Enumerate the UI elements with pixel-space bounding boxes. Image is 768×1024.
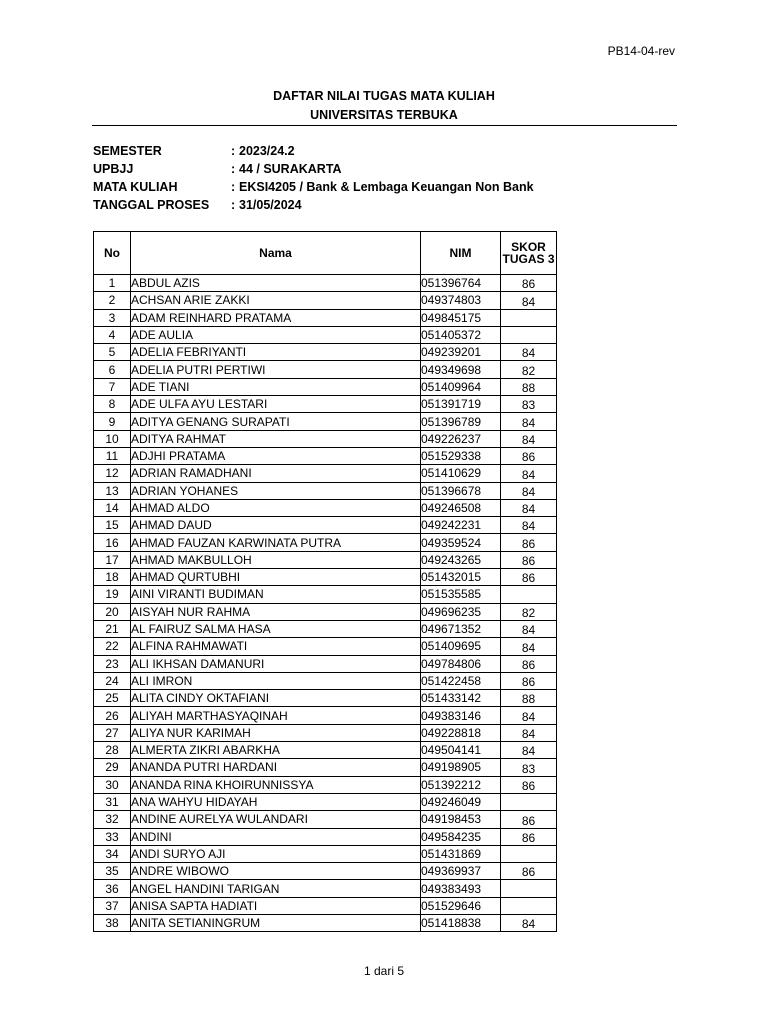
task-score: 83 [501,396,557,413]
table-row [94,828,557,845]
row-number: 12 [94,465,131,482]
student-nim: 051529338 [421,447,501,464]
student-name: ANDINI [131,828,421,845]
student-nim: 049198905 [421,759,501,776]
student-name: ADELIA FEBRIYANTI [131,344,421,361]
row-number: 31 [94,793,131,810]
student-name: ANGEL HANDINI TARIGAN [131,880,421,897]
table-row [94,447,557,464]
row-number: 8 [94,396,131,413]
student-nim: 049845175 [421,309,501,326]
student-name: ALIYAH MARTHASYAQINAH [131,707,421,724]
task-score: 88 [501,690,557,707]
header-nim: NIM [421,232,501,275]
task-score: 84 [501,742,557,759]
student-name: ADAM REINHARD PRATAMA [131,309,421,326]
student-nim: 051410629 [421,465,501,482]
student-nim: 049243265 [421,551,501,568]
student-name: ALFINA RAHMAWATI [131,638,421,655]
student-name: ANDI SURYO AJI [131,845,421,862]
course-info [93,142,534,214]
student-nim: 051529646 [421,897,501,914]
student-nim: 049359524 [421,534,501,551]
student-nim: 049584235 [421,828,501,845]
student-nim: 051409964 [421,378,501,395]
row-number: 35 [94,863,131,880]
table-row [94,863,557,880]
task-score: 84 [501,413,557,430]
student-nim: 049226237 [421,430,501,447]
student-nim: 051431869 [421,845,501,862]
task-score [501,880,557,897]
row-number: 13 [94,482,131,499]
task-score: 86 [501,569,557,586]
table-row [94,690,557,707]
table-row [94,724,557,741]
student-nim: 051409695 [421,638,501,655]
table-row [94,275,557,292]
task-score: 86 [501,534,557,551]
student-nim: 049374803 [421,292,501,309]
info-label: SEMESTER [93,144,162,158]
student-nim: 051535585 [421,586,501,603]
row-number: 5 [94,344,131,361]
info-separator: : [231,162,236,176]
task-score: 86 [501,275,557,292]
student-nim: 051396678 [421,482,501,499]
page-number: 1 dari 5 [363,964,405,978]
table-row [94,344,557,361]
task-score [501,845,557,862]
header-skor: SKOR TUGAS 3 [501,232,557,275]
task-score: 86 [501,551,557,568]
student-nim: 051392212 [421,776,501,793]
table-row [94,811,557,828]
task-score: 82 [501,603,557,620]
info-label: TANGGAL PROSES [93,198,210,212]
table-row [94,672,557,689]
row-number: 30 [94,776,131,793]
task-score: 84 [501,620,557,637]
student-nim: 049784806 [421,655,501,672]
info-label: UPBJJ [93,162,134,176]
task-score: 82 [501,361,557,378]
student-name: ADITYA GENANG SURAPATI [131,413,421,430]
student-name: ADJHI PRATAMA [131,447,421,464]
task-score: 84 [501,292,557,309]
row-number: 26 [94,707,131,724]
student-name: ANANDA PUTRI HARDANI [131,759,421,776]
row-number: 22 [94,638,131,655]
task-score: 84 [501,707,557,724]
info-separator: : [231,198,236,212]
document-title: DAFTAR NILAI TUGAS MATA KULIAH [273,89,495,103]
task-score [501,326,557,343]
task-score: 86 [501,863,557,880]
row-number: 21 [94,620,131,637]
student-name: ANDINE AURELYA WULANDARI [131,811,421,828]
info-value: 44 / SURAKARTA [239,162,342,176]
task-score: 86 [501,811,557,828]
task-score: 86 [501,672,557,689]
info-row [93,142,534,160]
student-name: ALITA CINDY OKTAFIANI [131,690,421,707]
info-value: EKSI4205 / Bank & Lembaga Keuangan Non Bank [239,180,534,194]
student-nim: 049696235 [421,603,501,620]
student-nim: 049349698 [421,361,501,378]
row-number: 18 [94,569,131,586]
student-name: ANA WAHYU HIDAYAH [131,793,421,810]
row-number: 32 [94,811,131,828]
row-number: 3 [94,309,131,326]
table-row [94,430,557,447]
task-score: 88 [501,378,557,395]
student-nim: 051396789 [421,413,501,430]
student-nim: 049671352 [421,620,501,637]
student-nim: 051391719 [421,396,501,413]
table-row [94,776,557,793]
table-row [94,793,557,810]
header-nama: Nama [131,232,421,275]
row-number: 23 [94,655,131,672]
task-score: 84 [501,344,557,361]
student-name: AHMAD FAUZAN KARWINATA PUTRA [131,534,421,551]
info-label: MATA KULIAH [93,180,178,194]
student-name: ANDRE WIBOWO [131,863,421,880]
row-number: 28 [94,742,131,759]
table-row [94,914,557,931]
task-score: 86 [501,447,557,464]
student-nim: 049246508 [421,499,501,516]
student-name: ALIYA NUR KARIMAH [131,724,421,741]
student-nim: 051418838 [421,914,501,931]
student-name: ADRIAN RAMADHANI [131,465,421,482]
row-number: 33 [94,828,131,845]
table-row [94,482,557,499]
student-name: ADRIAN YOHANES [131,482,421,499]
task-score: 86 [501,828,557,845]
info-value: 2023/24.2 [239,144,295,158]
student-name: ANITA SETIANINGRUM [131,914,421,931]
task-score: 84 [501,482,557,499]
task-score: 84 [501,465,557,482]
table-row [94,638,557,655]
student-nim: 051422458 [421,672,501,689]
table-row [94,396,557,413]
table-row [94,569,557,586]
task-score [501,586,557,603]
row-number: 36 [94,880,131,897]
row-number: 11 [94,447,131,464]
table-row [94,309,557,326]
task-score [501,309,557,326]
table-row [94,880,557,897]
student-name: AHMAD MAKBULLOH [131,551,421,568]
student-name: ADITYA RAHMAT [131,430,421,447]
student-nim: 049198453 [421,811,501,828]
task-score: 86 [501,776,557,793]
grades-table [93,231,557,932]
task-score: 86 [501,655,557,672]
table-row [94,759,557,776]
task-score: 83 [501,759,557,776]
student-nim: 049239201 [421,344,501,361]
table-row [94,292,557,309]
row-number: 1 [94,275,131,292]
student-nim: 049504141 [421,742,501,759]
row-number: 25 [94,690,131,707]
info-value: 31/05/2024 [239,198,302,212]
task-score: 84 [501,499,557,516]
student-name: AINI VIRANTI BUDIMAN [131,586,421,603]
student-nim: 049369937 [421,863,501,880]
row-number: 2 [94,292,131,309]
table-header-row [94,232,557,275]
table-row [94,465,557,482]
student-name: AHMAD DAUD [131,517,421,534]
row-number: 37 [94,897,131,914]
info-row [93,178,534,196]
student-name: ANISA SAPTA HADIATI [131,897,421,914]
table-row [94,707,557,724]
task-score: 84 [501,638,557,655]
info-row [93,196,534,214]
student-nim: 051433142 [421,690,501,707]
task-score: 84 [501,914,557,931]
table-row [94,517,557,534]
student-name: AISYAH NUR RAHMA [131,603,421,620]
table-row [94,845,557,862]
row-number: 10 [94,430,131,447]
student-name: ALI IKHSAN DAMANURI [131,655,421,672]
student-name: ALMERTA ZIKRI ABARKHA [131,742,421,759]
row-number: 24 [94,672,131,689]
table-row [94,655,557,672]
row-number: 4 [94,326,131,343]
row-number: 6 [94,361,131,378]
row-number: 19 [94,586,131,603]
student-name: AHMAD ALDO [131,499,421,516]
student-name: ACHSAN ARIE ZAKKI [131,292,421,309]
student-nim: 049242231 [421,517,501,534]
row-number: 38 [94,914,131,931]
student-nim: 049246049 [421,793,501,810]
student-name: ABDUL AZIS [131,275,421,292]
student-nim: 051396764 [421,275,501,292]
task-score: 84 [501,517,557,534]
student-name: ADELIA PUTRI PERTIWI [131,361,421,378]
table-row [94,742,557,759]
document-code: PB14-04-rev [607,44,675,58]
student-nim: 049383146 [421,707,501,724]
row-number: 27 [94,724,131,741]
row-number: 29 [94,759,131,776]
task-score: 84 [501,430,557,447]
info-separator: : [231,180,236,194]
row-number: 14 [94,499,131,516]
student-name: ADE AULIA [131,326,421,343]
student-name: AHMAD QURTUBHI [131,569,421,586]
row-number: 9 [94,413,131,430]
institution-name: UNIVERSITAS TERBUKA [310,108,458,122]
student-name: ADE TIANI [131,378,421,395]
row-number: 20 [94,603,131,620]
header-divider [92,125,677,126]
student-nim: 051432015 [421,569,501,586]
info-row [93,160,534,178]
task-score [501,793,557,810]
task-score [501,897,557,914]
student-nim: 049228818 [421,724,501,741]
table-row [94,413,557,430]
table-row [94,603,557,620]
row-number: 7 [94,378,131,395]
student-name: ADE ULFA AYU LESTARI [131,396,421,413]
table-row [94,534,557,551]
table-row [94,551,557,568]
student-name: ALI IMRON [131,672,421,689]
student-name: ANANDA RINA KHOIRUNNISSYA [131,776,421,793]
table-row [94,378,557,395]
table-row [94,897,557,914]
row-number: 16 [94,534,131,551]
table-row [94,586,557,603]
student-nim: 049383493 [421,880,501,897]
row-number: 17 [94,551,131,568]
row-number: 34 [94,845,131,862]
table-row [94,499,557,516]
task-score: 84 [501,724,557,741]
info-separator: : [231,144,236,158]
student-name: AL FAIRUZ SALMA HASA [131,620,421,637]
table-row [94,620,557,637]
student-nim: 051405372 [421,326,501,343]
table-row [94,326,557,343]
row-number: 15 [94,517,131,534]
table-row [94,361,557,378]
header-no: No [94,232,131,275]
